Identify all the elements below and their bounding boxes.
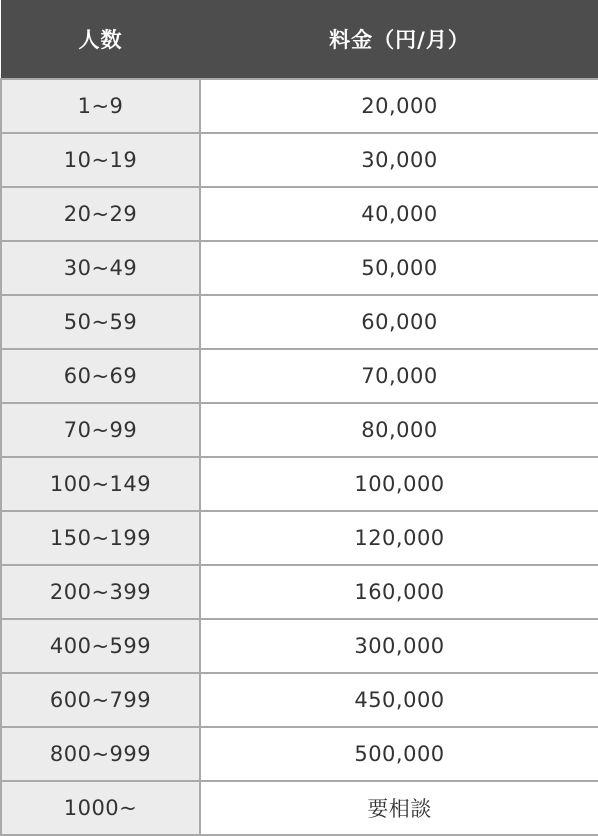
people-range-cell: 10~19 xyxy=(1,133,200,187)
monthly-price-cell: 300,000 xyxy=(200,619,598,673)
header-people: 人数 xyxy=(1,0,200,79)
people-range-cell: 70~99 xyxy=(1,403,200,457)
table-row xyxy=(1,133,598,187)
monthly-price-cell: 20,000 xyxy=(200,79,598,133)
monthly-price-cell: 要相談 xyxy=(200,781,598,835)
people-range-cell: 60~69 xyxy=(1,349,200,403)
table-row xyxy=(1,565,598,619)
monthly-price-cell: 160,000 xyxy=(200,565,598,619)
monthly-price-cell: 80,000 xyxy=(200,403,598,457)
table-row xyxy=(1,457,598,511)
monthly-price-cell: 450,000 xyxy=(200,673,598,727)
people-range-cell: 600~799 xyxy=(1,673,200,727)
people-range-cell: 1000~ xyxy=(1,781,200,835)
table-header-row xyxy=(1,0,598,79)
table-row xyxy=(1,511,598,565)
table-row xyxy=(1,187,598,241)
table-row xyxy=(1,727,598,781)
table-row xyxy=(1,241,598,295)
monthly-price-cell: 70,000 xyxy=(200,349,598,403)
people-range-cell: 150~199 xyxy=(1,511,200,565)
table-row xyxy=(1,673,598,727)
monthly-price-cell: 30,000 xyxy=(200,133,598,187)
monthly-price-cell: 40,000 xyxy=(200,187,598,241)
monthly-price-cell: 60,000 xyxy=(200,295,598,349)
people-range-cell: 50~59 xyxy=(1,295,200,349)
table-row xyxy=(1,295,598,349)
table-row xyxy=(1,403,598,457)
people-range-cell: 1~9 xyxy=(1,79,200,133)
table-row xyxy=(1,349,598,403)
people-range-cell: 100~149 xyxy=(1,457,200,511)
header-price: 料金（円/月） xyxy=(200,0,598,79)
table-row xyxy=(1,781,598,835)
people-range-cell: 800~999 xyxy=(1,727,200,781)
people-range-cell: 30~49 xyxy=(1,241,200,295)
table-row xyxy=(1,79,598,133)
monthly-price-cell: 120,000 xyxy=(200,511,598,565)
monthly-price-cell: 50,000 xyxy=(200,241,598,295)
table-row xyxy=(1,619,598,673)
people-range-cell: 200~399 xyxy=(1,565,200,619)
people-range-cell: 400~599 xyxy=(1,619,200,673)
monthly-price-cell: 500,000 xyxy=(200,727,598,781)
people-range-cell: 20~29 xyxy=(1,187,200,241)
monthly-price-cell: 100,000 xyxy=(200,457,598,511)
